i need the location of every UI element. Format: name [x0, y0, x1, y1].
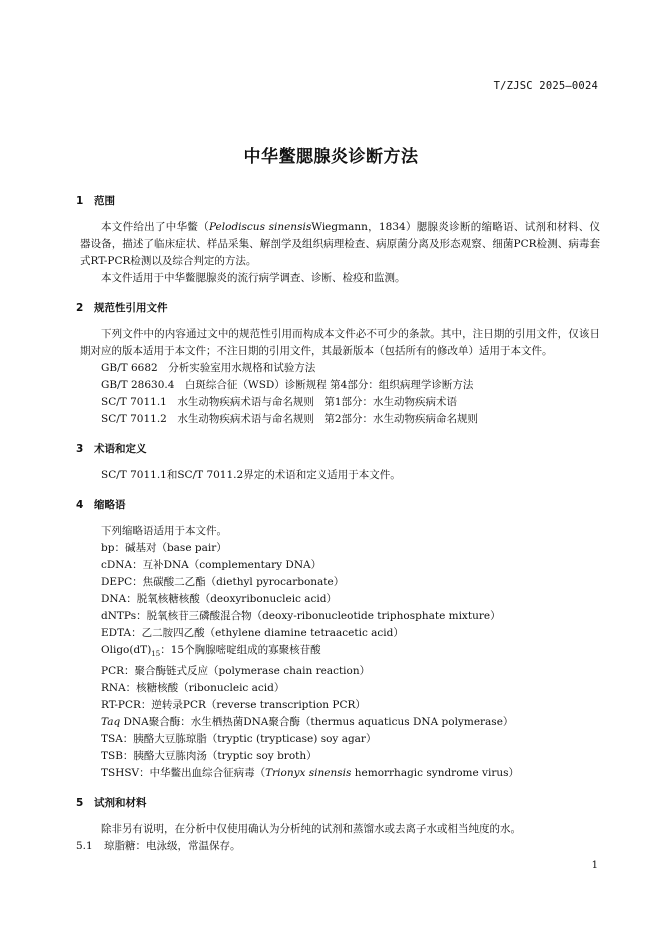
- section-1-heading: [76, 193, 600, 210]
- abbreviation-item: DEPC：焦碳酸二乙酯（diethyl pyrocarbonate）: [101, 576, 345, 588]
- scope-applicability: 本文件适用于中华鳖腮腺炎的流行病学调查、诊断、检疫和监测。: [101, 272, 406, 284]
- abbreviation-item: EDTA：乙二胺四乙酸（ethylene diamine tetraacetic acid）: [101, 627, 404, 639]
- standard-code: T/ZJSC 2025—0024: [493, 80, 598, 92]
- reference-item: GB/T 28630.4 白斑综合征（WSD）诊断规程 第4部分：组织病理学诊断方法: [101, 379, 474, 391]
- document-title: 中华鳖腮腺炎诊断方法: [243, 147, 419, 167]
- abbreviation-item: dNTPs：脱氧核苷三磷酸混合物（deoxy-ribonucleotide triphosphate mixture）: [101, 610, 501, 622]
- reference-item: GB/T 6682 分析实验室用水规格和试验方法: [101, 362, 316, 374]
- section-2-heading: [76, 300, 600, 317]
- section-title: 规范性引用文件: [94, 302, 168, 314]
- scope-text-a: 本文件给出了中华鳖（: [101, 221, 209, 233]
- abbreviation-item: [80, 642, 600, 663]
- terms-text: SC/T 7011.1和SC/T 7011.2界定的术语和定义适用于本文件。: [101, 469, 401, 481]
- oligo-subscript: 15: [151, 650, 161, 659]
- section-title: 试剂和材料: [94, 797, 147, 810]
- tshsv-definition: hemorrhagic syndrome virus）: [351, 767, 519, 780]
- abbreviation-item: RT-PCR：逆转录PCR（reverse transcription PCR）: [101, 699, 366, 712]
- abbreviation-item: [80, 765, 600, 782]
- species-name: Pelodiscus sinensis: [208, 221, 312, 233]
- section-number: 2: [76, 302, 84, 314]
- section-number: 4: [76, 499, 84, 511]
- scope-text-b: Wiegmann，1834）腮腺炎诊断的缩略语、试剂和材料、仪器设备，描述了临床症状、样品采集、解剖学及组织病理检查、病原菌分离及形态观察、细菌PCR检测、病毒套式RT-PCR检测以及综合判定的方法。: [80, 221, 600, 267]
- abbreviation-item: bp：碱基对（base pair）: [101, 542, 227, 554]
- tshsv-term: TSHSV：中华鳖出血综合征病毒（: [101, 767, 266, 780]
- oligo-term: Oligo(dT): [101, 644, 152, 656]
- subclause-number: 5.1: [76, 840, 93, 853]
- reference-item: SC/T 7011.2 水生动物疾病术语与命名规则 第2部分：水生动物疾病命名规则: [101, 413, 479, 425]
- section-number: 5: [76, 797, 84, 810]
- section-number: 1: [76, 195, 84, 207]
- section-title: 术语和定义: [94, 443, 147, 455]
- tshsv-species: Trionyx sinensis: [265, 767, 352, 780]
- reagents-intro: 除非另有说明，在分析中仅使用确认为分析纯的试剂和蒸馏水或去离子水或相当纯度的水。: [101, 823, 521, 836]
- abbreviation-item: [80, 714, 600, 731]
- oligo-definition: ：15个胸腺嘧啶组成的寡聚核苷酸: [160, 644, 321, 656]
- section-4-heading: [76, 497, 600, 514]
- references-intro: 下列文件中的内容通过文中的规范性引用而构成本文件必不可少的条款。其中，注日期的引用文件，仅该日期对应的版本适用于本文件；不注日期的引用文件，其最新版本（包括所有的修改单）适用于本文件。: [80, 328, 600, 357]
- abbreviation-item: TSA：胰酪大豆胨琼脂（tryptic (trypticase) soy agar）: [101, 733, 377, 746]
- document-body: [76, 193, 600, 855]
- taq-term: Taq: [101, 716, 121, 729]
- subclause-text: 琼脂糖：电泳级，常温保存。: [104, 840, 241, 853]
- abbreviation-item: RNA：核糖核酸（ribonucleic acid）: [101, 682, 285, 695]
- abbreviation-item: PCR：聚合酶链式反应（polymerase chain reaction）: [101, 665, 371, 678]
- abbreviation-item: cDNA：互补DNA（complementary DNA）: [101, 559, 322, 571]
- taq-definition: DNA聚合酶：水生栖热菌DNA聚合酶（thermus aquaticus DNA polymerase）: [120, 716, 514, 729]
- page-number: 1: [591, 860, 598, 871]
- section-title: 缩略语: [94, 499, 126, 511]
- section-number: 3: [76, 443, 84, 455]
- section-5-heading: [76, 795, 600, 812]
- abbreviation-item: TSB：胰酪大豆胨肉汤（tryptic soy broth）: [101, 750, 317, 763]
- subclause-5-1: [76, 838, 600, 855]
- reference-item: SC/T 7011.1 水生动物疾病术语与命名规则 第1部分：水生动物疾病术语: [101, 396, 458, 408]
- section-title: 范围: [94, 195, 115, 207]
- scope-paragraph: [80, 219, 600, 270]
- section-3-heading: [76, 441, 600, 458]
- abbreviation-item: DNA：脱氧核糖核酸（deoxyribonucleic acid）: [101, 593, 337, 605]
- abbreviations-intro: 下列缩略语适用于本文件。: [101, 525, 227, 537]
